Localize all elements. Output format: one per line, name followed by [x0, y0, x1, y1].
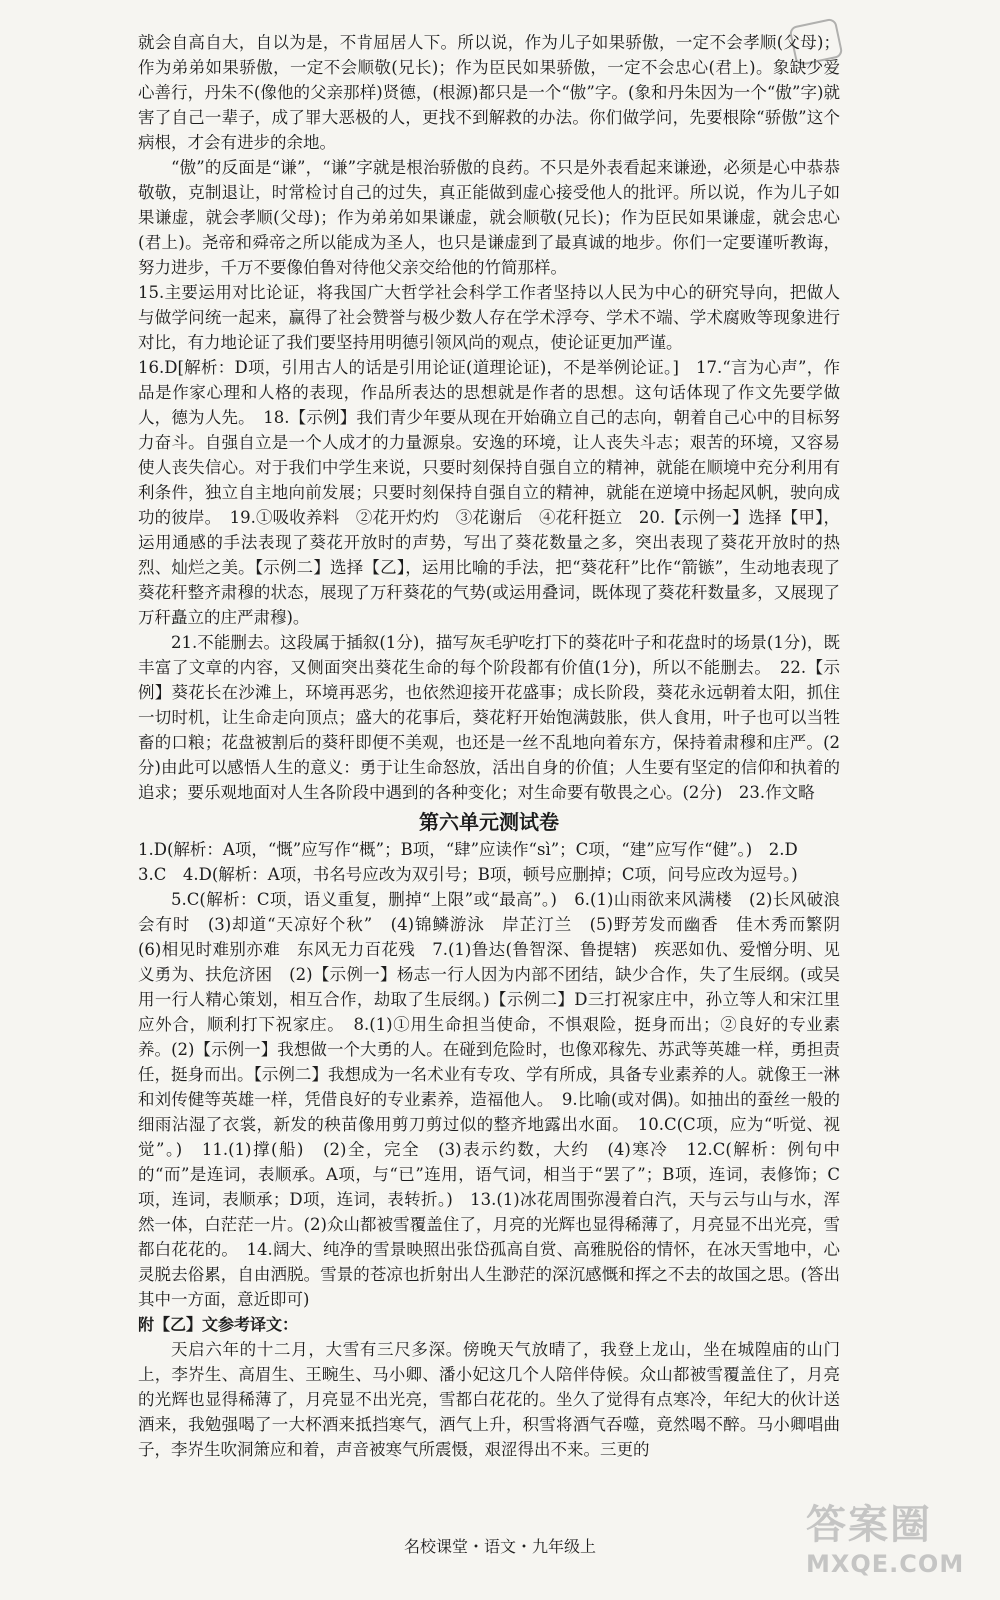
watermark-logo [806, 1500, 982, 1592]
answer-column [138, 30, 857, 1462]
appendix-text: 天启六年的十二月，大雪有三尺多深。傍晚天气放晴了，我登上龙山，坐在城隍庙的山门上，李岕生、高眉生、王畹生、马小卿、潘小妃这几个人陪伴侍候。众山都被雪覆盖住了，月亮的光辉也显得稀薄了，月亮显不出光亮，雪都白花花的。坐久了觉得有点寒冷，年纪大的伙计送酒来，我勉强喝了一大杯酒来抵挡寒气，酒气上升，积雪将酒气吞噬，竟然喝不醉。马小卿唱曲子，李岕生吹洞箫应和着，声音被寒气所震慑，艰涩得出不来。三更的 [138, 1340, 840, 1459]
page-footer: 名校课堂・语文・九年级上 [403, 1537, 596, 1556]
watermark-text-bottom: MXQE.COM [806, 1550, 965, 1578]
answer-1-2: 1.D(解析：A项，“慨”应写作“概”；B项，“肆”应读作“sì”；C项，“建”应写作“健”。) 2.D [138, 840, 798, 859]
answer-16-20: 16.D[解析：D项，引用古人的话是引用论证(道理论证)，不是举例论证。] 17.“言为心声”，作品是作家心理和人格的表现，作品所表达的思想就是作者的思想。这句话体现了作文先要学做人，德为人先。 18.【示例】我们青少年要从现在开始确立自己的志向，朝着自己心中的目标努力奋斗。自强自立是一个人成才的力量源泉。安逸的环境，让人丧失斗志；艰苦的环境，又容易使人丧失信心。对于我们中学生来说，只要时刻保持自强自立的精神，就能在顺境中充分利用有利条件，独立自主地向前发展；只要时刻保持自强自立的精神，就能在逆境中扬起风帆，驶向成功的彼岸。 19.①吸收养料 ②花开灼灼 ③花谢后 ④花秆挺立 20.【示例一】选择【甲】，运用通感的手法表现了葵花开放时的声势，写出了葵花数量之多，突出表现了葵花开放时的热烈、灿烂之美。【示例二】选择【乙】，运用比喻的手法，把“葵花秆”比作“箭镞”，生动地表现了葵花秆整齐肃穆的状态，展现了万秆葵花的气势(或运用叠词，既体现了葵花秆数量多，又展现了万秆矗立的庄严肃穆)。 [138, 358, 840, 627]
translation-paragraph-2: “傲”的反面是“谦”，“谦”字就是根治骄傲的良药。不只是外表看起来谦逊，必须是心中恭恭敬敬，克制退让，时常检讨自己的过失，真正能做到虚心接受他人的批评。所以说，作为儿子如果谦虚，就会孝顺(父母)；作为弟弟如果谦虚，就会顺敬(兄长)；作为臣民如果谦虚，就会忠心(君上)。尧帝和舜帝之所以能成为圣人，也只是谦虚到了最真诚的地步。你们一定要谨听教诲，努力进步，千万不要像伯鲁对待他父亲交给他的竹简那样。 [138, 158, 840, 277]
answer-15: 15.主要运用对比论证，将我国广大哲学社会科学工作者坚持以人民为中心的研究导向，把做人与做学问统一起来，赢得了社会赞誉与极少数人存在学术浮夸、学术不端、学术腐败等现象进行对比，有力地论证了我们要坚持用明德引领风尚的观点，使论证更加严谨。 [138, 283, 840, 352]
section-title: 第六单元测试卷 [419, 810, 559, 834]
answer-3-4: 3.C 4.D(解析：A项，书名号应改为双引号；B项，顿号应删掉；C项，问号应改为逗号。) [138, 865, 798, 884]
translation-paragraph-1: 就会自高自大，自以为是，不肯屈居人下。所以说，作为儿子如果骄傲，一定不会孝顺(父母)；作为弟弟如果骄傲，一定不会顺敬(兄长)；作为臣民如果骄傲，一定不会忠心(君上)。象缺少爱心善行，丹朱不(像他的父亲那样)贤德，(根源)都只是一个“傲”字。(象和丹朱因为一个“傲”字)就害了自己一辈子，成了罪大恶极的人，更找不到解救的办法。你们做学问，先要根除“骄傲”这个病根，才会有进步的余地。 [138, 33, 840, 152]
answer-5-14: 5.C(解析：C项，语义重复，删掉“上限”或“最高”。) 6.(1)山雨欲来风满楼 (2)长风破浪会有时 (3)却道“天凉好个秋” (4)锦鳞游泳 岸芷汀兰 (5)野芳发而幽香 佳木秀而繁阴 (6)相见时难别亦难 东风无力百花残 7.(1)鲁达(鲁智深、鲁提辖) 疾恶如仇、爱憎分明、见义勇为、扶危济困 (2)【示例一】杨志一行人因为内部不团结，缺少合作，失了生辰纲。(或吴用一行人精心策划，相互合作，劫取了生辰纲。)【示例二】D三打祝家庄中，孙立等人和宋江里应外合，顺利打下祝家庄。 8.(1)①用生命担当使命，不惧艰险，挺身而出；②良好的专业素养。(2)【示例一】我想做一个大勇的人。在碰到危险时，也像邓稼先、苏武等英雄一样，勇担责任，挺身而出。【示例二】我想成为一名术业有专攻、学有所成，具备专业素养的人。就像王一淋和刘传健等英雄一样，凭借良好的专业素养，造福他人。 9.比喻(或对偶)。如抽出的蚕丝一般的细雨沾湿了衣裳，新发的秧苗像用剪刀剪过似的整齐地露出水面。 10.C(C项，应为“听觉、视觉”。) 11.(1)撑(船) (2)全，完全 (3)表示约数，大约 (4)寒冷 12.C(解析：例句中的“而”是连词，表顺承。A项，与“已”连用，语气词，相当于“罢了”；B项，连词，表修饰；C项，连词，表顺承；D项，连词，表转折。) 13.(1)冰花周围弥漫着白汽，天与云与山与水，浑然一体，白茫茫一片。(2)众山都被雪覆盖住了，月亮的光辉也显得稀薄了，月亮显不出光亮，雪都白花花的。 14.阔大、纯净的雪景映照出张岱孤高自赏、高雅脱俗的情怀，在冰天雪地中，心灵脱去俗累，自由洒脱。雪景的苍凉也折射出人生渺茫的深沉感慨和挥之不去的故国之思。(答出其中一方面，意近即可) [138, 890, 857, 1309]
answer-21-23: 21.不能删去。这段属于插叙(1分)，描写灰毛驴吃打下的葵花叶子和花盘时的场景(1分)，既丰富了文章的内容，又侧面突出葵花生命的每个阶段都有价值(1分)，所以不能删去。 22.【示例】葵花长在沙滩上，环境再恶劣，也依然迎接开花盛事；成长阶段，葵花永远朝着太阳，抓住一切时机，让生命走向顶点；盛大的花事后，葵花籽开始饱满鼓胀，供人食用，叶子也可以当牲畜的口粮；花盘被割后的葵秆即便不美观，也还是一丝不乱地向着东方，保持着肃穆和庄严。(2分)由此可以感悟人生的意义：勇于让生命怒放，活出自身的价值；人生要有坚定的信仰和执着的追求；要乐观地面对人生各阶段中遇到的各种变化；对生命要有敬畏之心。(2分) 23.作文略 [138, 633, 840, 802]
appendix-heading: 附【乙】文参考译文： [138, 1315, 299, 1334]
watermark-text-top: 答案圈 [806, 1502, 932, 1548]
